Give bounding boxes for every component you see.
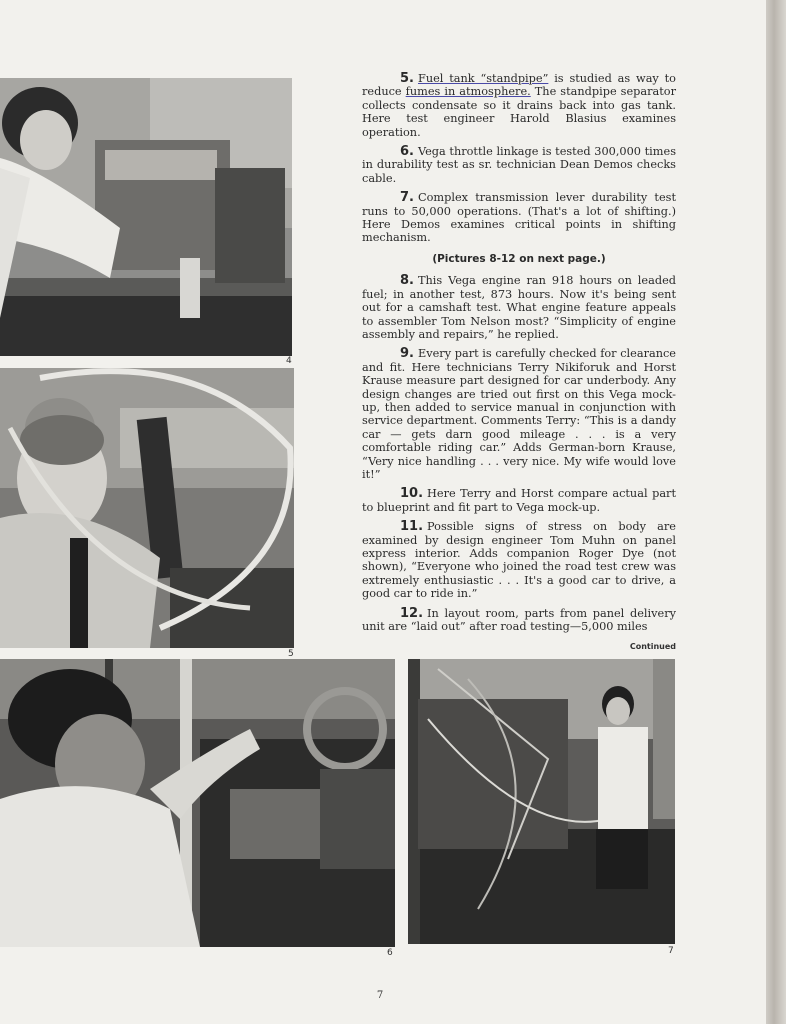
caption-text: Every part is carefully checked for clearance and fit. Here technicians Terry Nikiforuk and Horst Krause measure part designed for car underbody. Any design changes are tried out first on this Vega mock-up, then added to service manual in conjunction with service department. Comments Terry: “This is a dandy car — gets darn good mileage . . . is a very comfortable riding car.” Adds German-born Krause, “Very nice handling . . . very nice. My wife would love it!” (362, 347, 676, 481)
caption-text-underlined: fumes in atmosphere. (405, 85, 531, 99)
caption-7 (362, 191, 676, 245)
photo-7-test-rig (408, 659, 675, 944)
photo-number-6: 6 (387, 948, 393, 958)
caption-number: 5. (400, 71, 414, 86)
caption-text: This Vega engine ran 918 hours on leaded fuel; in another test, 873 hours. Now it's being sent out for a camshaft test. What engine feature appeals to assembler Tom Nelson most? “Simplicity of engine assembly and repairs,” he replied. (362, 274, 676, 341)
photo-5-throttle-linkage (0, 368, 294, 648)
caption-number: 8. (400, 273, 414, 289)
caption-number: 7. (400, 190, 414, 206)
caption-5 (362, 72, 676, 139)
page-number: 7 (376, 990, 384, 1001)
caption-8 (362, 274, 676, 341)
caption-number: 12. (400, 605, 424, 621)
continued-label: Continued (629, 642, 676, 651)
photo-4-engine-fuel-tank (0, 78, 292, 356)
caption-10 (362, 487, 676, 514)
page-edge (766, 0, 786, 1024)
caption-text: Vega throttle linkage is tested 300,000 times in durability test as sr. technician Dean Demos checks cable. (362, 145, 676, 185)
caption-text: In layout room, parts from panel delivery unit are “laid out” after road testing—5,000 miles (362, 606, 676, 634)
caption-number: 6. (400, 144, 414, 160)
caption-text: The standpipe separator collects condensate so it drains back into gas tank. Here test engineer Harold Blasius examines operation. (362, 85, 677, 139)
caption-text: is studied as way to reduce (362, 72, 676, 99)
caption-text: Possible signs of stress on body are examined by design engineer Tom Muhn on panel express interior. Adds companion Roger Dye (not shown), “Everyone who joined the road test crew was extremely enthusiastic . . . It's a good car to drive, a good car to ride in.” (362, 520, 676, 601)
caption-text: Complex transmission lever durability test runs to 50,000 operations. (That's a lot of shifting.) Here Demos examines critical points in shifting mechanism. (362, 191, 676, 245)
caption-number: 9. (400, 346, 414, 362)
caption-12 (362, 607, 676, 634)
pictures-note: (Pictures 8-12 on next page.) (432, 252, 606, 265)
caption-9 (362, 347, 676, 481)
caption-number: 10. (400, 486, 424, 502)
caption-number: 11. (400, 519, 424, 535)
caption-column (362, 72, 676, 639)
caption-11 (362, 520, 676, 600)
photo-number-4: 4 (286, 356, 292, 366)
photo-6-transmission-lever (0, 659, 395, 947)
caption-text-underlined: Fuel tank “standpipe” (417, 72, 549, 85)
caption-6 (362, 145, 676, 185)
caption-text: Here Terry and Horst compare actual part to blueprint and fit part to Vega mock-up. (362, 487, 676, 514)
photo-number-7: 7 (668, 946, 674, 956)
photo-number-5: 5 (288, 649, 294, 659)
